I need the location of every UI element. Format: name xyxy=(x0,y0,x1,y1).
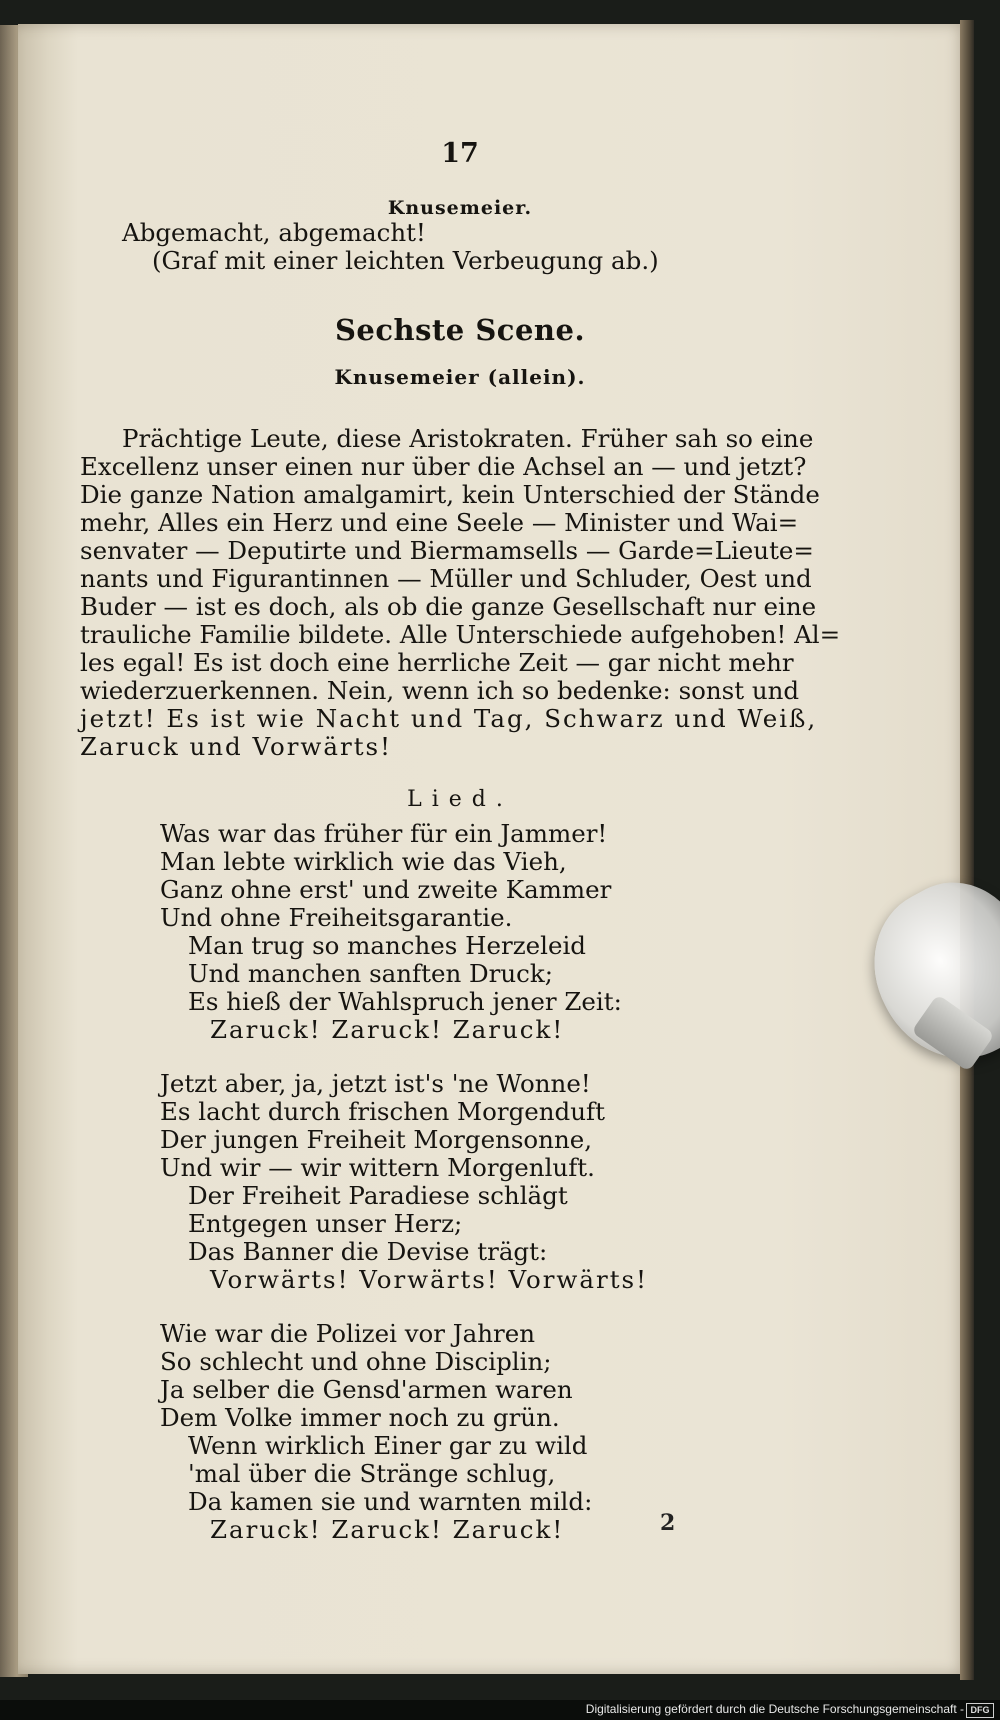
verse-line: Man trug so manches Herzeleid xyxy=(188,931,586,960)
paragraph-line: jetzt! Es ist wie Nacht und Tag, Schwarz und Weiß, xyxy=(80,704,818,733)
scene-speaker: Knusemeier (allein). xyxy=(334,365,586,389)
stage-direction: (Graf mit einer leichten Verbeugung ab.) xyxy=(152,246,659,275)
verse-line: Wie war die Polizei vor Jahren xyxy=(160,1319,535,1348)
dfg-logo-icon: DFG xyxy=(966,1703,994,1718)
verse-line: Wenn wirklich Einer gar zu wild xyxy=(188,1431,588,1460)
verse-line: Ganz ohne erst' und zweite Kammer xyxy=(160,875,612,904)
verse-line: Und ohne Freiheitsgarantie. xyxy=(160,903,513,932)
verse-line: Entgegen unser Herz; xyxy=(188,1209,463,1238)
dialogue-line: Abgemacht, abgemacht! xyxy=(122,218,426,247)
verse-line: Das Banner die Devise trägt: xyxy=(188,1237,548,1266)
monologue-paragraph xyxy=(80,425,840,761)
refrain-line: Zaruck! Zaruck! Zaruck! xyxy=(210,1015,565,1044)
verse-line: So schlecht und ohne Disciplin; xyxy=(160,1347,552,1376)
paragraph-line: Buder — ist es doch, als ob die ganze Gesellschaft nur eine xyxy=(80,592,817,621)
verse-line: Was war das früher für ein Jammer! xyxy=(160,819,608,848)
credit-bar xyxy=(0,1700,1000,1720)
paragraph-line: mehr, Alles ein Herz und eine Seele — Minister und Wai= xyxy=(80,508,799,537)
page-text-block xyxy=(80,120,840,1570)
paragraph-line: nants und Figurantinnen — Müller und Schluder, Oest und xyxy=(80,564,812,593)
refrain-line: Vorwärts! Vorwärts! Vorwärts! xyxy=(210,1265,648,1294)
verse-line: Der jungen Freiheit Morgensonne, xyxy=(160,1125,593,1154)
scene-title: Sechste Scene. xyxy=(334,313,586,347)
funding-credit: Digitalisierung gefördert durch die Deutsche Forschungsgemeinschaft - xyxy=(585,1702,964,1716)
paragraph-line: senvater — Deputirte und Biermamsells — Garde=Lieute= xyxy=(80,536,814,565)
paragraph-line: Die ganze Nation amalgamirt, kein Unterschied der Stände xyxy=(80,480,820,509)
verse-line: Es lacht durch frischen Morgenduft xyxy=(160,1097,605,1126)
refrain-line: Zaruck! Zaruck! Zaruck! xyxy=(210,1515,565,1544)
verse-line: Ja selber die Gensd'armen waren xyxy=(160,1375,573,1404)
paragraph-line: wiederzuerkennen. Nein, wenn ich so bedenke: sonst und xyxy=(80,676,800,705)
verse-line: Jetzt aber, ja, jetzt ist's 'ne Wonne! xyxy=(160,1069,591,1098)
speaker-name: Knusemeier. xyxy=(387,197,533,219)
paragraph-line: trauliche Familie bildete. Alle Unterschiede aufgehoben! Al= xyxy=(80,620,841,649)
signature-mark: 2 xyxy=(660,1510,676,1536)
paragraph-line: Zaruck und Vorwärts! xyxy=(80,732,392,761)
verse-line: Und manchen sanften Druck; xyxy=(188,959,553,988)
verse-line: Man lebte wirklich wie das Vieh, xyxy=(160,847,567,876)
verse-line: Da kamen sie und warnten mild: xyxy=(188,1487,593,1516)
song-stanza xyxy=(80,1070,840,1294)
verse-line: Und wir — wir wittern Morgenluft. xyxy=(160,1153,595,1182)
page-edge-shadow xyxy=(960,20,974,1680)
song-stanza xyxy=(80,1320,840,1544)
song-heading: Lied. xyxy=(407,787,513,812)
verse-line: 'mal über die Stränge schlug, xyxy=(188,1459,556,1488)
verse-line: Dem Volke immer noch zu grün. xyxy=(160,1403,560,1432)
page-number: 17 xyxy=(441,138,479,169)
verse-line: Es hieß der Wahlspruch jener Zeit: xyxy=(188,987,622,1016)
paragraph-line: Excellenz unser einen nur über die Achsel an — und jetzt? xyxy=(80,452,807,481)
paragraph-line: Prächtige Leute, diese Aristokraten. Früher sah so eine xyxy=(122,424,814,453)
verse-line: Der Freiheit Paradiese schlägt xyxy=(188,1181,568,1210)
song-stanza xyxy=(80,820,840,1044)
paragraph-line: les egal! Es ist doch eine herrliche Zeit — gar nicht mehr xyxy=(80,648,794,677)
